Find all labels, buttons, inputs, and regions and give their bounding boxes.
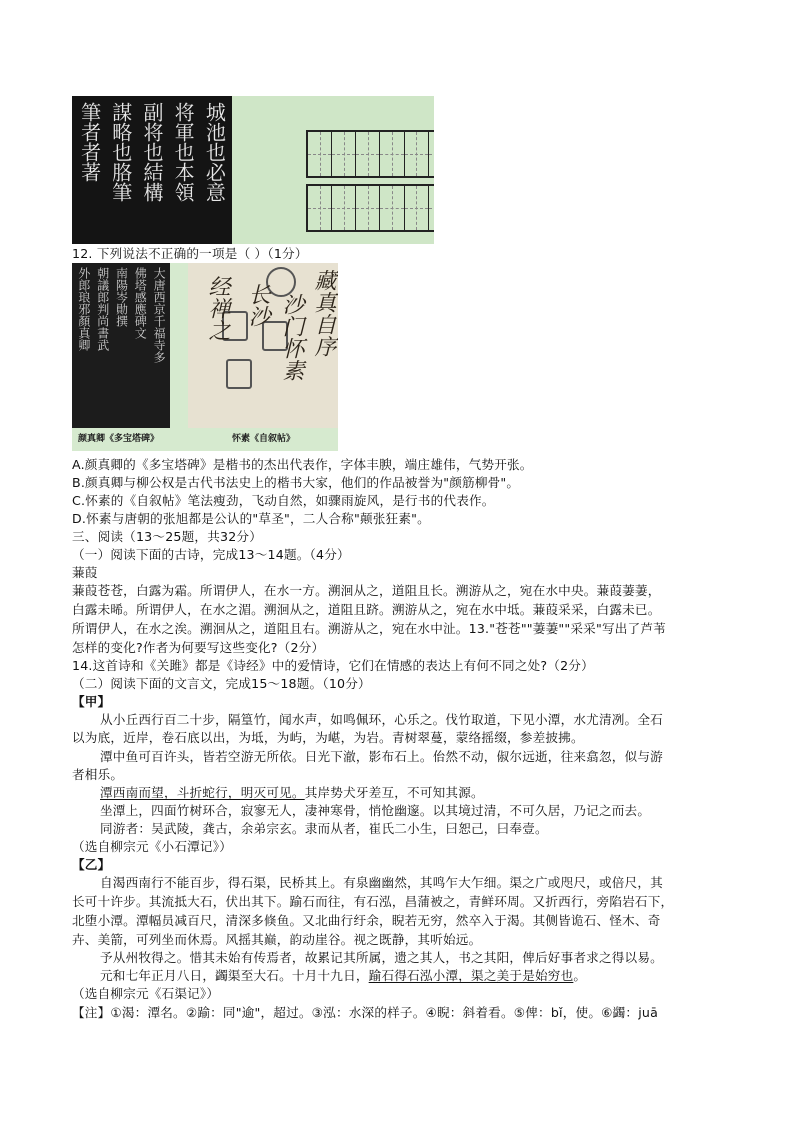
option-a: A.颜真卿的《多宝塔碑》是楷书的杰出代表作，字体丰腴，端庄雄伟，气势开张。 — [72, 457, 533, 472]
stele-column: 城池也必意 — [202, 102, 227, 202]
annotation-notes: 【注】①渴：潭名。②踰：同"逾"，超过。③泓：水深的样子。④睨：斜着看。⑤俾：bǐ，使。⑥蠲：juā — [72, 1005, 658, 1020]
passage-yi-line: 予从州牧得之。惜其未始有传焉者，故累记其所属，遗之其人，书之其阳，俾后好事者求之得以易。 — [100, 950, 663, 965]
passage-text: 元和七年正月八日，蠲渠至大石。十月十九日， — [100, 968, 369, 983]
cursive-column: 经禅之 — [205, 275, 230, 341]
seal-stamp — [226, 359, 252, 389]
calligraphy-practice-image — [72, 96, 434, 244]
passage-jia-line: 者相乐。 — [72, 767, 124, 782]
stele-column: 将軍也本領 — [171, 102, 196, 202]
poem-title: 蒹葭 — [72, 565, 98, 580]
question-14: 14.这首诗和《关雎》都是《诗经》中的爱情诗，它们在情感的表达上有何不同之处?（2分） — [72, 658, 594, 673]
option-c: C.怀素的《自叙帖》笔法瘦劲，飞动自然，如骤雨旋风，是行书的代表作。 — [72, 493, 495, 508]
passage-jia-label: 【甲】 — [72, 694, 111, 709]
poem-line: 蒹葭苍苍，白露为霜。所谓伊人，在水一方。溯洄从之，道阻且长。溯游从之，宛在水中央。蒹葭萋萋， — [72, 583, 661, 598]
passage-yi-line: 长可十许步。其流抵大石，伏出其下。踰石而往，有石泓，昌蒲被之，青鲜环周。又折西行，旁陷岩石下， — [72, 894, 674, 909]
poem-line: 怎样的变化?作者为何要写这些变化?（2分） — [72, 640, 325, 655]
underlined-sentence: 潭西南而望，斗折蛇行，明灭可见。 — [100, 785, 305, 800]
stele-column: 南陽岑勛撰 — [114, 267, 129, 327]
subsection-2-heading: （二）阅读下面的文言文，完成15～18题。（10分） — [72, 676, 371, 691]
subsection-1-heading: （一）阅读下面的古诗，完成13～14题。（4分） — [72, 547, 350, 562]
caption-zixu: 怀素《自叙帖》 — [232, 434, 296, 444]
passage-jia-line: 坐潭上，四面竹树环合，寂寥无人，凄神寒骨，悄怆幽邃。以其境过清，不可久居，乃记之而去。 — [100, 803, 651, 818]
cursive-column: 藏真自序 — [311, 269, 336, 357]
passage-yi-label: 【乙】 — [72, 857, 111, 872]
stele-column: 佛塔感應碑文 — [133, 267, 148, 339]
passage-jia-line: 潭中鱼可百许头，皆若空游无所依。日光下澈，影布石上。佁然不动，俶尔远逝，往来翕忽，似与游 — [100, 749, 663, 764]
passage-yi-line: 北堕小潭。潭幅员减百尺，清深多倏鱼。又北曲行纡余，睨若无穷，然卒入于渴。其侧皆诡石、怪木、奇 — [72, 913, 661, 928]
passage-jia-source: （选自柳宗元《小石潭记》） — [72, 839, 233, 854]
caption-duobao: 颜真卿《多宝塔碑》 — [78, 434, 160, 444]
passage-yi-line: 卉、美箭，可列坐而休焉。风摇其巅，韵动崖谷。视之既静，其听始远。 — [72, 932, 482, 947]
section-3-heading: 三、阅读（13～25题，共32分） — [72, 529, 263, 544]
stele-column: 筆者者著 — [77, 102, 102, 182]
calligraphy-stele-sample — [72, 96, 232, 244]
stele-column: 大唐西京千福寺多 — [152, 267, 167, 363]
duobao-stele-image — [72, 263, 170, 428]
passage-yi-line — [100, 967, 732, 985]
option-b: B.颜真卿与柳公权是古代书法史上的楷书大家，他们的作品被誉为"颜筋柳骨"。 — [72, 475, 520, 490]
passage-jia-line: 同游者：吴武陵，龚古，余弟宗玄。隶而从者，崔氏二小生，曰恕己，曰奉壹。 — [100, 821, 548, 836]
passage-text: 其岸势犬牙差互，不可知其源。 — [304, 785, 484, 800]
option-d: D.怀素与唐朝的张旭都是公认的"草圣"，二人合称"颠张狂素"。 — [72, 511, 430, 526]
calligraphy-comparison-image — [72, 263, 338, 451]
stele-column: 外郎琅邪顏真卿 — [76, 267, 91, 351]
passage-text: 。 — [573, 968, 587, 983]
stele-column: 謀略也胳筆 — [108, 102, 133, 202]
passage-jia-line — [100, 784, 732, 802]
cursive-column: 长沙 — [245, 283, 270, 327]
poem-line: 白露未晞。所谓伊人，在水之湄。溯洄从之，道阻且跻。溯游从之，宛在水中坻。蒹葭采采，白露未已。 — [72, 602, 661, 617]
stele-column: 副将也結構 — [139, 102, 164, 202]
zixu-scroll-image — [188, 263, 338, 428]
cursive-column: 沙门怀素 — [279, 293, 304, 381]
stele-column: 朝議郎判尚書武 — [95, 267, 110, 351]
passage-yi-source: （选自柳宗元《石渠记》） — [72, 986, 220, 1001]
underlined-sentence: 踰石得石泓小潭，渠之美于是始穷也 — [368, 968, 574, 983]
writing-grid-row-1 — [306, 130, 434, 178]
writing-grid-row-2 — [306, 184, 434, 232]
question-12: 12. 下列说法不正确的一项是（ ）（1分） — [72, 246, 308, 261]
passage-jia-line: 以为底，近岸，卷石底以出，为坻，为屿，为嵁，为岩。青树翠蔓，蒙络摇缀，参差披拂。 — [72, 730, 584, 745]
poem-line: 所谓伊人，在水之涘。溯洄从之，道阻且右。溯游从之，宛在水中沚。13."苍苍""萋萋""采采"写出了芦苇 — [72, 621, 666, 636]
passage-yi-line: 自渴西南行不能百步，得石渠，民桥其上。有泉幽幽然，其鸣乍大乍细。渠之广或咫尺，或倍尺，其 — [100, 875, 663, 890]
passage-jia-line: 从小丘西行百二十步，隔篁竹，闻水声，如鸣佩环，心乐之。伐竹取道，下见小潭，水尤清冽。全石 — [100, 712, 663, 727]
